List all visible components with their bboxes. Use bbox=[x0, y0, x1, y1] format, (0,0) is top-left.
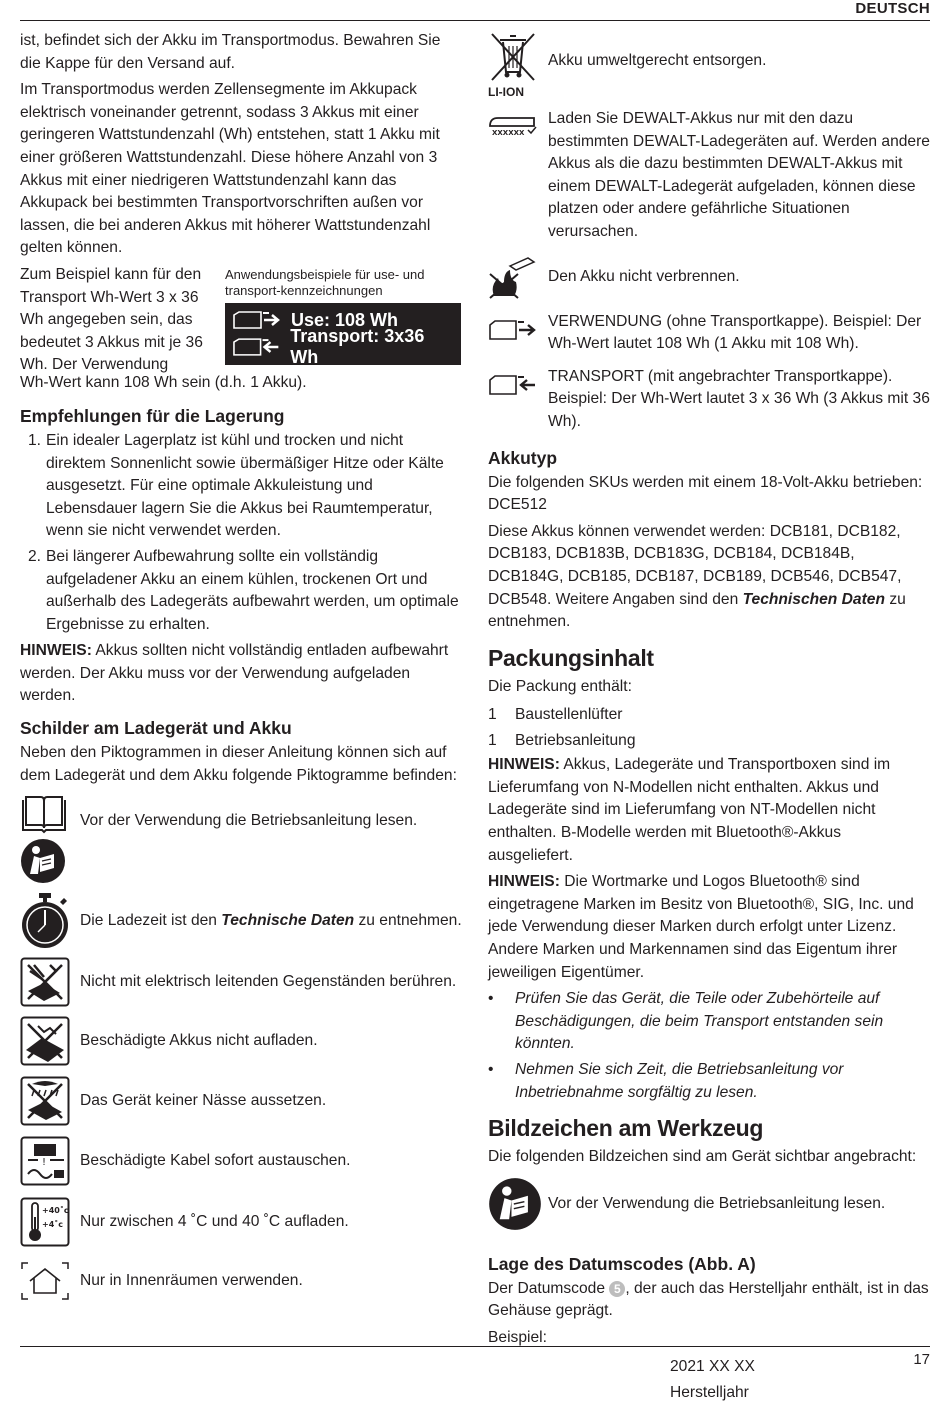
page-header bbox=[20, 0, 930, 21]
temp-high-label: +40˚c bbox=[42, 1206, 69, 1216]
stopwatch-icon bbox=[20, 892, 70, 950]
example-label: Beispiel: bbox=[488, 1328, 547, 1346]
pictogram-text: Nur zwischen 4 ˚C und 40 ˚C aufladen. bbox=[80, 1212, 349, 1230]
page-number: 17 bbox=[913, 1351, 930, 1368]
contents-list bbox=[488, 702, 930, 754]
pictogram-row bbox=[20, 1011, 462, 1071]
use-mode-icon bbox=[488, 317, 538, 343]
list-item: 1 Betriebsanleitung bbox=[488, 732, 636, 750]
list-item: 1. Ein idealer Lagerplatz ist kühl und trocken und nicht direktem Sonnenlicht sowie übermäßiger Hitze oder Kälte ausgesetzt. Für eine optimale Akkuleistung und Lebensdauer lagern Sie die Akkus bei Raumtemperatur, wenn sie nicht verwendet werden. bbox=[28, 431, 444, 540]
pictogram-text: Vor der Verwendung die Betriebsanleitung lesen. bbox=[80, 811, 418, 829]
list-item: 1 Baustellenlüfter bbox=[488, 706, 623, 724]
pictogram-row bbox=[20, 1191, 462, 1253]
pictogram-row bbox=[20, 793, 462, 885]
pictogram-row bbox=[488, 30, 930, 102]
paragraph: Der Datumscode 5 , der auch das Herstelljahr enthält, ist in das Gehäuse geprägt. bbox=[488, 1279, 929, 1320]
akkutyp-heading: Akkutyp bbox=[488, 447, 558, 468]
pictogram-row bbox=[20, 1071, 462, 1131]
transport-mode-icon bbox=[231, 336, 282, 358]
temp-low-label: +4˚c bbox=[42, 1220, 64, 1230]
list-item: • Nehmen Sie sich Zeit, die Betriebsanleitung vor Inbetriebnahme sorgfältig zu lesen. bbox=[488, 1061, 844, 1101]
pictogram-text: Laden Sie DEWALT-Akkus nur mit den dazu bestimmten DEWALT-Ladegeräten auf. Werden andere Akkus als die dazu bestimmten DEWALT-Akkus mit einem DEWALT-Ladegerät aufgeladen, können diese platzen oder andere gefährliche Situationen verursachen. bbox=[548, 110, 930, 240]
li-ion-label: LI-ION bbox=[488, 85, 524, 99]
paragraph: Diese Akkus können verwendet werden: DCB181, DCB182, DCB183, DCB183B, DCB183G, DCB184, DCB184B, DCB184G, DCB185, DCB187, DCB189, DCB546, DCB547, DCB548. Weitere Angaben sind den Technischen Daten zu entnehmen. bbox=[488, 522, 906, 631]
storage-heading: Empfehlungen für die Lagerung bbox=[20, 405, 285, 426]
contents-heading: Packungsinhalt bbox=[488, 644, 654, 671]
language-label: DEUTSCH bbox=[855, 0, 930, 17]
thermometer-icon bbox=[20, 1197, 70, 1247]
pictogram-text: Nicht mit elektrisch leitenden Gegenständen berühren. bbox=[80, 972, 457, 990]
svg-text:!: ! bbox=[42, 1157, 47, 1169]
note: HINWEIS: Akkus sollten nicht vollständig entladen aufbewahrt werden. Der Akku muss vor der Verwendung aufgeladen werden. bbox=[20, 642, 449, 705]
note: HINWEIS: Akkus, Ladegeräte und Transportboxen sind im Lieferumfang von N-Modellen nicht enthalten. Akkus und Ladegeräte sind im Lieferumfang von NT-Modellen nicht enthalten. B-Modelle werden mit Bluetooth®-Akkus ausgeliefert. bbox=[488, 756, 891, 864]
indoor-use-icon bbox=[20, 1261, 70, 1301]
pictogram-row bbox=[488, 311, 930, 360]
pictogram-row bbox=[488, 256, 930, 305]
charger-icon bbox=[488, 114, 538, 136]
right-column bbox=[488, 30, 930, 1406]
pictogram-text: VERWENDUNG (ohne Transportkappe). Beispiel: Der Wh-Wert lautet 108 Wh (1 Akku mit 108 Wh). bbox=[548, 312, 922, 353]
example-text: Wh-Wert kann 108 Wh sein (d.h. 1 Akku). bbox=[20, 373, 307, 391]
battery-label bbox=[225, 303, 461, 368]
book-icon bbox=[20, 794, 68, 834]
no-damaged-battery-icon bbox=[20, 1016, 70, 1066]
pictogram-text: Nur in Innenräumen verwenden. bbox=[80, 1271, 303, 1289]
storage-list bbox=[20, 430, 462, 636]
tool-symbols-heading: Bildzeichen am Werkzeug bbox=[488, 1115, 764, 1142]
example-caption: Herstelljahr bbox=[670, 1383, 749, 1401]
datecode-heading: Lage des Datumscodes (Abb. A) bbox=[488, 1253, 756, 1274]
pictogram-text: TRANSPORT (mit angebrachter Transportkappe). Beispiel: Der Wh-Wert lautet 3 x 36 Wh (3 Akkus mit 36 Wh). bbox=[548, 367, 930, 430]
pictogram-row bbox=[488, 1177, 930, 1236]
callout-badge: 5 bbox=[609, 1281, 625, 1297]
no-wet-icon bbox=[20, 1076, 70, 1126]
contents-intro: Die Packung enthält: bbox=[488, 677, 632, 695]
paragraph: Die folgenden SKUs werden mit einem 18-Volt-Akku betrieben: DCE512 bbox=[488, 473, 923, 514]
pictogram-text: Die Ladezeit ist den Technische Daten zu entnehmen. bbox=[80, 911, 462, 929]
note: HINWEIS: Die Wortmarke und Logos Bluetooth® sind eingetragene Marken im Besitz von Bluetooth®, SIG, Inc. und jede Verwendung dieser Marken durch erfolgt unter Lizenz. Andere Marken und Markennamen sind das Eigentum ihrer jeweiligen Eigentümer. bbox=[488, 873, 914, 981]
label-use: Use: 108 Wh bbox=[291, 309, 399, 330]
battery-label-example bbox=[225, 266, 461, 368]
pictogram-row bbox=[488, 366, 930, 438]
wh-example bbox=[20, 264, 462, 396]
pictogram-text: Beschädigte Kabel sofort austauschen. bbox=[80, 1151, 351, 1169]
pictogram-text: Beschädigte Akkus nicht aufladen. bbox=[80, 1031, 318, 1049]
no-fire-icon bbox=[488, 256, 538, 300]
labels-intro: Neben den Piktogrammen in dieser Anleitung können sich auf dem Ladegerät und dem Akku folgende Piktogramme befinden: bbox=[20, 744, 457, 784]
transport-mode-icon bbox=[488, 372, 538, 398]
paragraph: ist, befindet sich der Akku im Transportmodus. Bewahren Sie die Kappe für den Versand auf. bbox=[20, 32, 441, 72]
pictogram-text: Den Akku nicht verbrennen. bbox=[548, 267, 740, 285]
pictogram-row bbox=[20, 1131, 462, 1191]
pictogram-row bbox=[20, 953, 462, 1011]
list-item: 2. Bei längerer Aufbewahrung sollte ein vollständig aufgeladener Akku an einem kühlen, trockenen Ort und außerhalb des Ladegeräts aufbewahrt werden, um optimale Ergebnisse zu erhalten. bbox=[28, 547, 459, 633]
charger-code: XXXXXX bbox=[492, 129, 525, 136]
pictogram-row bbox=[20, 889, 462, 953]
pictogram-row bbox=[20, 1253, 462, 1309]
list-item: • Prüfen Sie das Gerät, die Teile oder Zubehörteile auf Beschädigungen, die beim Transport entstanden sein könnten. bbox=[488, 990, 884, 1053]
paragraph: Die folgenden Bildzeichen sind am Gerät sichtbar angebracht: bbox=[488, 1148, 917, 1166]
paragraph: Im Transportmodus werden Zellensegmente im Akkupack elektrisch voneinander getrennt, sodass 3 Akkus mit einer geringeren Wattstundenzahl (Wh) entstehen, statt 1 Akku mit einer größeren Wattstundenzahl. Diese höhere Anzahl von 3 Akkus mit einer niedrigeren Wattstundenzahl kann das Akkupack bei bestimmten Transportvorschriften außen vor lassen, die bei anderen Akkus mit höherer Wattstundenzahl gelten können. bbox=[20, 81, 440, 257]
pictogram-text: Vor der Verwendung die Betriebsanleitung lesen. bbox=[548, 1194, 886, 1212]
bullet-list bbox=[488, 988, 930, 1104]
crossed-bin-icon bbox=[488, 30, 538, 82]
pictogram-text: Akku umweltgerecht entsorgen. bbox=[548, 52, 767, 69]
datecode-example bbox=[670, 1354, 930, 1406]
damaged-cable-icon bbox=[20, 1136, 70, 1186]
pictogram-row bbox=[488, 108, 930, 248]
read-manual-icon bbox=[488, 1177, 542, 1231]
no-conductive-objects-icon bbox=[20, 957, 70, 1007]
labels-heading: Schilder am Ladegerät und Akku bbox=[20, 718, 292, 739]
pictogram-text: Das Gerät keiner Nässe aussetzen. bbox=[80, 1091, 327, 1109]
label-transport: Transport: 3x36 Wh bbox=[290, 326, 425, 368]
example-text: Zum Beispiel kann für den Transport Wh-Wert 3 x 36 Wh angegeben sein, das bedeutet 3 Akkus mit je 36 Wh. Der Verwendung bbox=[20, 265, 203, 374]
example-code: 2021 XX XX bbox=[670, 1357, 755, 1375]
left-column bbox=[20, 30, 462, 1309]
label-caption: Anwendungsbeispiele für use- und transport-kennzeichnungen bbox=[225, 266, 425, 298]
use-mode-icon bbox=[231, 309, 283, 331]
read-manual-icon bbox=[20, 838, 66, 884]
